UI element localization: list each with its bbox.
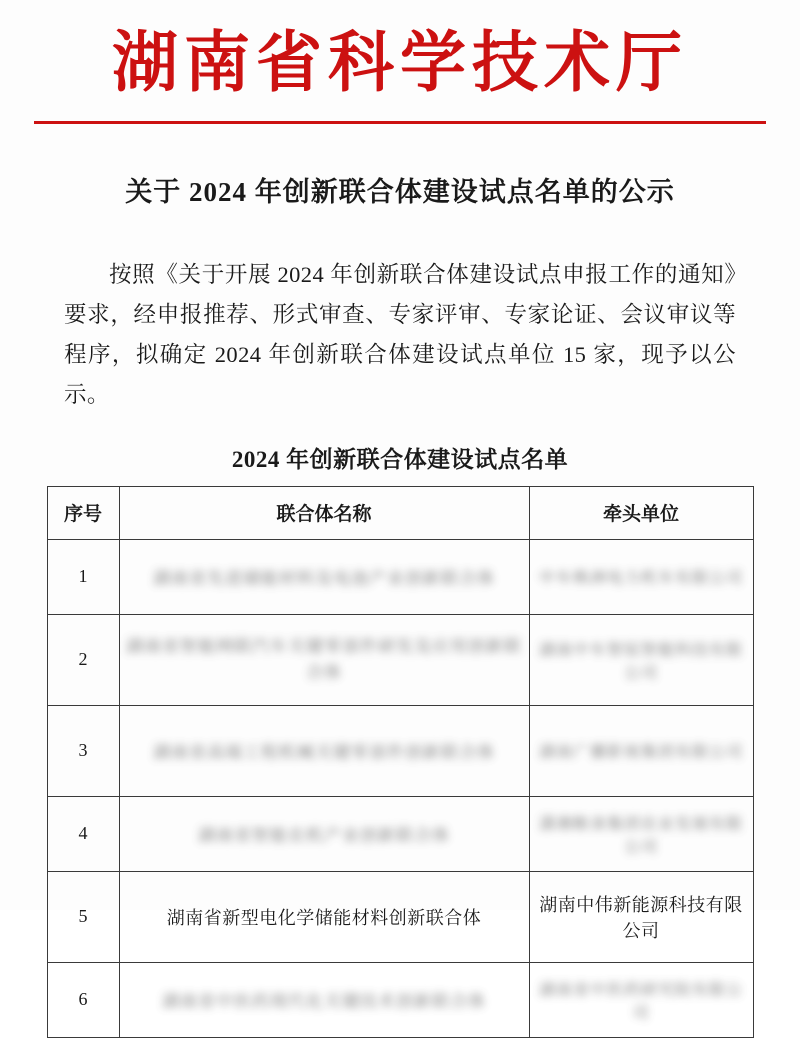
lead-unit: [529, 705, 753, 796]
row-index: 3: [47, 705, 119, 796]
redacted-text: 中车株洲电力机车有限公司: [538, 570, 743, 588]
redacted-text: 湖南省智能农机产业创新联合体: [198, 826, 450, 846]
row-index: 2: [47, 614, 119, 705]
table-row: [47, 539, 753, 614]
redacted-text: 湖南省中医药现代化关键技术创新联合体: [162, 992, 486, 1012]
consortium-name: [119, 614, 529, 705]
redacted-text: 湖南省高端工程机械关键零部件创新联合体: [153, 743, 495, 763]
table-row: [47, 705, 753, 796]
consortium-name: [119, 796, 529, 871]
table-header-row: [47, 486, 753, 539]
redacted-text: 湖南广播影视集团有限公司: [538, 744, 743, 762]
redacted-text: 潇湘粮食集团农业发展有限公司: [538, 815, 743, 856]
table-caption: 2024 年创新联合体建设试点名单: [231, 446, 569, 472]
column-header-consortium-name: 联合体名称: [119, 486, 529, 539]
lead-unit: [529, 614, 753, 705]
announcement-body: 按照《关于开展 2024 年创新联合体建设试点申报工作的通知》要求，经申报推荐、形式审查、专家评审、专家论证、会议审议等程序，拟确定 2024 年创新联合体建设试点单位 15 家，现予以公示。: [64, 261, 736, 407]
masthead: [34, 0, 766, 124]
consortium-name: 湖南省新型电化学储能材料创新联合体: [119, 871, 529, 962]
consortium-name: [119, 705, 529, 796]
lead-unit: [529, 962, 753, 1037]
table-row: [47, 614, 753, 705]
table-row: [47, 962, 753, 1037]
row-index: 4: [47, 796, 119, 871]
column-header-index: 序号: [47, 486, 119, 539]
redacted-text: 湖南省中医药研究院有限公司: [538, 981, 743, 1022]
masthead-divider: [34, 121, 766, 124]
row-index: 6: [47, 962, 119, 1037]
row-index: 5: [47, 871, 119, 962]
consortium-name: [119, 539, 529, 614]
redacted-text: 湖南中车智驭智能科技有限公司: [538, 641, 743, 682]
pilot-list-table: [47, 486, 754, 1038]
row-index: 1: [47, 539, 119, 614]
issuing-organization-title: 湖南省科学技术厅: [112, 27, 688, 100]
lead-unit: [529, 539, 753, 614]
redacted-text: 湖南省先进储能材料及电池产业创新联合体: [153, 569, 495, 589]
lead-unit: [529, 796, 753, 871]
consortium-name: [119, 962, 529, 1037]
redacted-text: 湖南省智能网联汽车关键零部件研发及应用创新联合体: [126, 636, 522, 682]
page-title: 关于 2024 年创新联合体建设试点名单的公示: [125, 177, 675, 208]
table-row: [47, 871, 753, 962]
table-row: [47, 796, 753, 871]
lead-unit: 湖南中伟新能源科技有限公司: [529, 871, 753, 962]
column-header-lead-unit: 牵头单位: [529, 486, 753, 539]
